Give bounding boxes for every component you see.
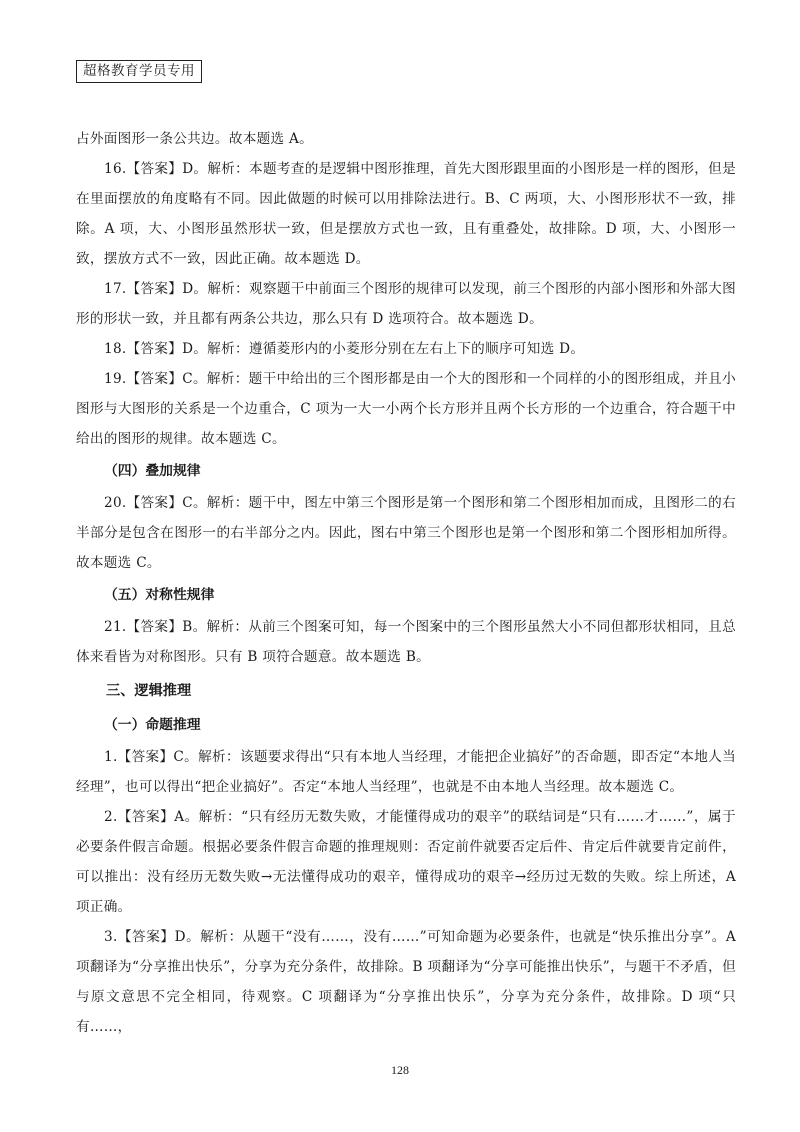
header-label: 超格教育学员专用 (76, 60, 202, 83)
paragraph-continuation: 占外面图形一条公共边。故本题选 A。 (76, 131, 314, 147)
subheading-symmetry-rule: （五）对称性规律 (104, 587, 215, 603)
answer-20: 20.【答案】C。解析：题干中，图左中第三个图形是第一个图形和第二个图形相加而成，且图形二的右半部分是包含在图形一的右半部分之内。因此，图右中第三个图形也是第一个图形和第二个图形相加所得。故本题选 C。 (76, 495, 736, 571)
page-number: 128 (391, 1063, 409, 1077)
subheading-overlay-rule: （四）叠加规律 (104, 463, 201, 479)
answer-17: 17.【答案】D。解析：观察题干中前面三个图形的规律可以发现，前三个图形的内部小图形和外部大图形的形状一致，并且都有两条公共边，那么只有 D 选项符合。故本题选 D。 (76, 281, 736, 327)
logic-answer-3: 3.【答案】D。解析：从题干“没有……，没有……”可知命题为必要条件，也就是“快乐推出分享”。A 项翻译为“分享推出快乐”，分享为充分条件，故排除。B 项翻译为“分享可能推出快乐”，与题干不矛盾，但与原文意思不完全相同，待观察。C 项翻译为“分享推出快乐”，分享为充分条件，故排除。D 项“只有……， (76, 929, 736, 1035)
document-body (76, 124, 736, 1042)
logic-answer-2: 2.【答案】A。解析：“只有经历无数失败，才能懂得成功的艰辛”的联结词是“只有……才……”，属于必要条件假言命题。根据必要条件假言命题的推理规则：否定前件就要否定后件、肯定后件就要肯定前件，可以推出：没有经历无数失败→无法懂得成功的艰辛，懂得成功的艰辛→经历过无数的失败。综上所述，A 项正确。 (76, 809, 736, 915)
subheading-proposition-reasoning: （一）命题推理 (104, 717, 201, 733)
answer-18: 18.【答案】D。解析：遵循菱形内的小菱形分别在左右上下的顺序可知选 D。 (104, 341, 585, 357)
answer-19: 19.【答案】C。解析：题干中给出的三个图形都是由一个大的图形和一个同样的小的图形组成，并且小图形与大图形的关系是一个边重合，C 项为一大一小两个长方形并且两个长方形的一个边重合，符合题干中给出的图形的规律。故本题选 C。 (76, 371, 736, 447)
section-logic-reasoning: 三、逻辑推理 (106, 683, 192, 699)
answer-21: 21.【答案】B。解析：从前三个图案可知，每一个图案中的三个图形虽然大小不同但都形状相同，且总体来看皆为对称图形。只有 B 项符合题意。故本题选 B。 (76, 619, 736, 665)
logic-answer-1: 1.【答案】C。解析：该题要求得出“只有本地人当经理，才能把企业搞好”的否命题，即否定“本地人当经理”，也可以得出“把企业搞好”。否定“本地人当经理”，也就是不由本地人当经理。故本题选 C。 (76, 749, 736, 795)
answer-16: 16.【答案】D。解析：本题考查的是逻辑中图形推理，首先大图形跟里面的小图形是一样的图形，但是在里面摆放的角度略有不同。因此做题的时候可以用排除法进行。B、C 两项，大、小图形形状不一致，排除。A 项，大、小图形虽然形状一致，但是摆放方式也一致，且有重叠处，故排除。D 项，大、小图形一致，摆放方式不一致，因此正确。故本题选 D。 (76, 161, 736, 267)
